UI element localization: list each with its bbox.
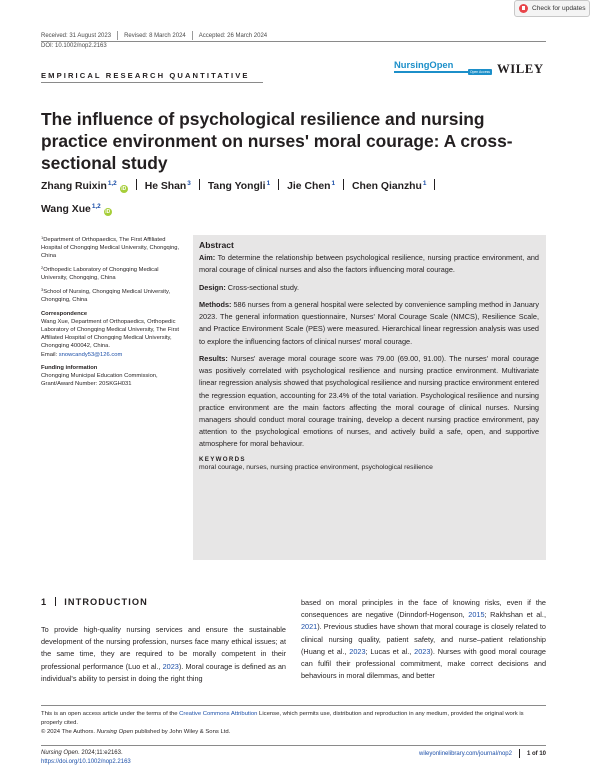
author-divider — [136, 179, 137, 190]
design-text: Cross-sectional study. — [225, 282, 300, 292]
citation-link[interactable]: 2015 — [468, 610, 485, 620]
email-link[interactable]: snowcandy53@126.com — [58, 351, 123, 358]
footer-rule-bottom — [41, 745, 546, 746]
copyright-b: published by John Wiley & Sons Ltd. — [133, 729, 231, 735]
author-name: Chen Qianzhu — [352, 181, 422, 192]
author-name: He Shan — [144, 181, 187, 192]
update-icon — [519, 4, 528, 13]
journal-name: Nursing Open — [41, 750, 79, 756]
body-text: ). Previous studies have shown that moral courage is closely related to clinical nursing quality, patient safety, and nurse–patient relationship (Huang et al., — [301, 622, 546, 656]
license-text — [41, 710, 546, 728]
orcid-icon[interactable]: iD — [121, 186, 127, 192]
journal-logo-text: NursingOpen — [394, 59, 454, 70]
email-label: Email: — [41, 351, 59, 358]
author-name: Zhang Ruixin — [41, 181, 107, 192]
header-rule — [41, 41, 546, 42]
license-link[interactable]: Creative Commons Attribution — [179, 711, 258, 717]
date-divider — [192, 31, 193, 40]
author-affiliation-sup: 1,2 — [107, 180, 117, 187]
citation-link[interactable]: 2023 — [349, 646, 366, 656]
article-title: The influence of psychological resilience and nursing practice environment on nurses' moral courage: A cross-sectional study — [41, 109, 513, 173]
body-text: based on moral principles in the face of knowing risks, even if the consequences are negative (Dinndorf-Hogenson, — [301, 598, 546, 620]
author-name: Tang Yongli — [207, 181, 266, 192]
nursing-open-logo[interactable] — [394, 59, 494, 77]
affiliation-sup: 1 — [41, 235, 44, 240]
open-access-badge: Open Access — [468, 69, 492, 75]
affiliation-text: Department of Orthopaedics, The First Affiliated Hospital of Chongqing Medical University, Chongqing, China — [41, 237, 180, 260]
page-info — [419, 749, 546, 758]
affiliation-sup: 3 — [41, 287, 44, 293]
doi-link[interactable]: https://doi.org/10.1002/nop2.2163 — [41, 759, 131, 765]
author-divider — [434, 179, 435, 190]
results-label: Results: — [199, 353, 228, 363]
page-number: 1 of 10 — [526, 750, 546, 757]
affiliation-text: Orthopedic Laboratory of Chongqing Medical University, Chongqing, China — [41, 267, 159, 282]
author-list — [41, 174, 551, 220]
funding-heading: Funding information — [41, 364, 98, 371]
methods-label: Methods: — [199, 299, 232, 309]
copyright-journal: Nursing Open — [96, 729, 134, 735]
page-divider — [519, 749, 520, 758]
citation-link[interactable]: 2023 — [414, 646, 431, 656]
section-number: 1 — [41, 597, 48, 607]
footer-rule — [41, 705, 546, 706]
author[interactable] — [208, 181, 270, 192]
keywords-list: moral courage, nurses, nursing practice environment, psychological resilience — [199, 463, 433, 471]
body-text: ; Rakhshan et al., — [484, 610, 546, 620]
category-rule — [41, 82, 263, 83]
license-footer — [41, 710, 546, 737]
affiliation — [41, 234, 183, 261]
intro-section-heading — [41, 597, 148, 607]
author-affiliation-sup: 1 — [331, 180, 336, 187]
wiley-logo[interactable]: WILEY — [497, 62, 544, 76]
orcid-icon[interactable]: iD — [105, 209, 111, 215]
author-divider — [278, 179, 279, 190]
citation-link[interactable]: 2023 — [162, 661, 179, 671]
abstract-aim — [199, 252, 539, 276]
author[interactable] — [41, 204, 112, 215]
author[interactable] — [287, 181, 335, 192]
author[interactable] — [352, 181, 426, 192]
affiliation-text: School of Nursing, Chongqing Medical University, Chongqing, China — [41, 289, 171, 304]
correspondence-email — [41, 351, 183, 359]
author-affiliation-sup: 3 — [187, 180, 191, 187]
check-for-updates-label: Check for updates — [532, 5, 586, 12]
intro-left-column — [41, 624, 286, 685]
license-text-a: This is an open access article under the terms of the — [41, 711, 180, 717]
results-text: Nurses' average moral courage score was 79.00 (69.00, 91.00). The nurses' moral courage was positively correlated with psychological resilience and nursing practice environment. Multivariate linear regression analysis showed that psychological resilience and nursing practice environment entered the regression equation, accounting for 23.4% of the total variation. Psychological resilience and nursing practice environment are the main factors affecting the moral courage of clinical nurses. Nursing managers should conduct moral courage training, develop a decent nursing practice environment, pay attention to the psychological emotions of nurses, and actively build a safe, open, and supportive atmosphere for moral behaviour. — [199, 353, 539, 449]
section-divider — [55, 597, 56, 606]
affiliations-panel — [41, 234, 183, 392]
revised-date: Revised: 8 March 2024 — [124, 32, 186, 39]
license-text-b: License, which permits use, distribution and reproduction in any medium, provided the original work is properly cited. — [41, 711, 524, 726]
abstract-methods — [199, 299, 539, 348]
correspondence-text — [41, 318, 183, 351]
section-title: INTRODUCTION — [64, 597, 148, 607]
methods-text: 586 nurses from a general hospital were selected by convenience sampling method in January 2023. The general information questionnaire, Nurses' Moral Courage Scale (NMCS), Resilience Scale, and Practice Environment Scale (PES) were measured. Hierarchical linear regression analysis was used to explore the influencing factors of clinical nurses' moral courage. — [199, 299, 539, 346]
author-name: Wang Xue — [41, 204, 91, 215]
body-text: ). Nurses with good moral courage can fulfil their professional commitment, make correct decisions and behaviours in moral dilemmas, and better — [301, 646, 546, 681]
article-dates — [41, 31, 267, 40]
doi-line: DOI: 10.1002/nop2.2163 — [41, 43, 107, 49]
journal-volume: . 2024;11:e2163. — [78, 750, 123, 756]
author[interactable] — [41, 181, 128, 192]
aim-label: Aim: — [199, 253, 216, 262]
accepted-date: Accepted: 26 March 2024 — [198, 32, 268, 39]
abstract-box — [193, 235, 546, 560]
author-divider — [199, 179, 200, 190]
intro-right-column — [301, 597, 546, 682]
check-for-updates-button[interactable] — [514, 0, 590, 17]
abstract-results — [199, 353, 539, 451]
correspondence-address: Wang Xue, Department of Orthopaedics, Orthopedic Laboratory of Chongqing Medical University, The First Affiliated Hospital of Chongqing Medical University, Chongqing 400042, China. — [41, 318, 180, 350]
aim-text: To determine the relationship between psychological resilience, nursing practice environment, and moral courage of clinical nurses and also the factors influencing moral courage. — [199, 253, 539, 275]
design-label: Design: — [199, 282, 226, 292]
author-affiliation-sup: 1,2 — [91, 203, 101, 210]
article-category: EMPIRICAL RESEARCH QUANTITATIVE — [41, 71, 250, 80]
body-text: ; Lucas et al., — [365, 646, 415, 656]
abstract-design — [199, 282, 539, 294]
date-divider — [117, 31, 118, 40]
journal-citation — [41, 749, 131, 767]
journal-logo-underline — [394, 71, 470, 73]
journal-site-link[interactable]: wileyonlinelibrary.com/journal/nop2 — [419, 750, 512, 757]
body-text: To provide high-quality nursing services and ensure the sustainable development of the nursing profession, nurses face many ethical issues; at the same time, they are required to be morally competent in their professional performance (Luo et al., — [41, 625, 286, 671]
author-affiliation-sup: 1 — [422, 180, 427, 187]
citation-link[interactable]: 2021 — [301, 622, 318, 632]
affiliation-sup: 2 — [41, 265, 44, 271]
author-divider — [343, 179, 344, 190]
funding-text: Chongqing Municipal Education Commission, Grant/Award Number: 20SKGH031 — [41, 373, 158, 388]
abstract-heading: Abstract — [199, 240, 234, 250]
author-affiliation-sup: 1 — [266, 180, 271, 187]
correspondence-heading: Correspondence — [41, 310, 88, 317]
author-name: Jie Chen — [287, 181, 331, 192]
body-text: ). Moral courage is defined as an individual's ability to persist in doing the right thing — [41, 661, 286, 683]
copyright-a: © 2024 The Authors. — [41, 729, 97, 735]
copyright-text — [41, 728, 546, 737]
affiliation — [41, 286, 183, 304]
author[interactable] — [145, 181, 191, 192]
affiliation — [41, 264, 183, 282]
keywords-heading: KEYWORDS — [199, 455, 246, 463]
received-date: Received: 31 August 2023 — [41, 32, 112, 39]
